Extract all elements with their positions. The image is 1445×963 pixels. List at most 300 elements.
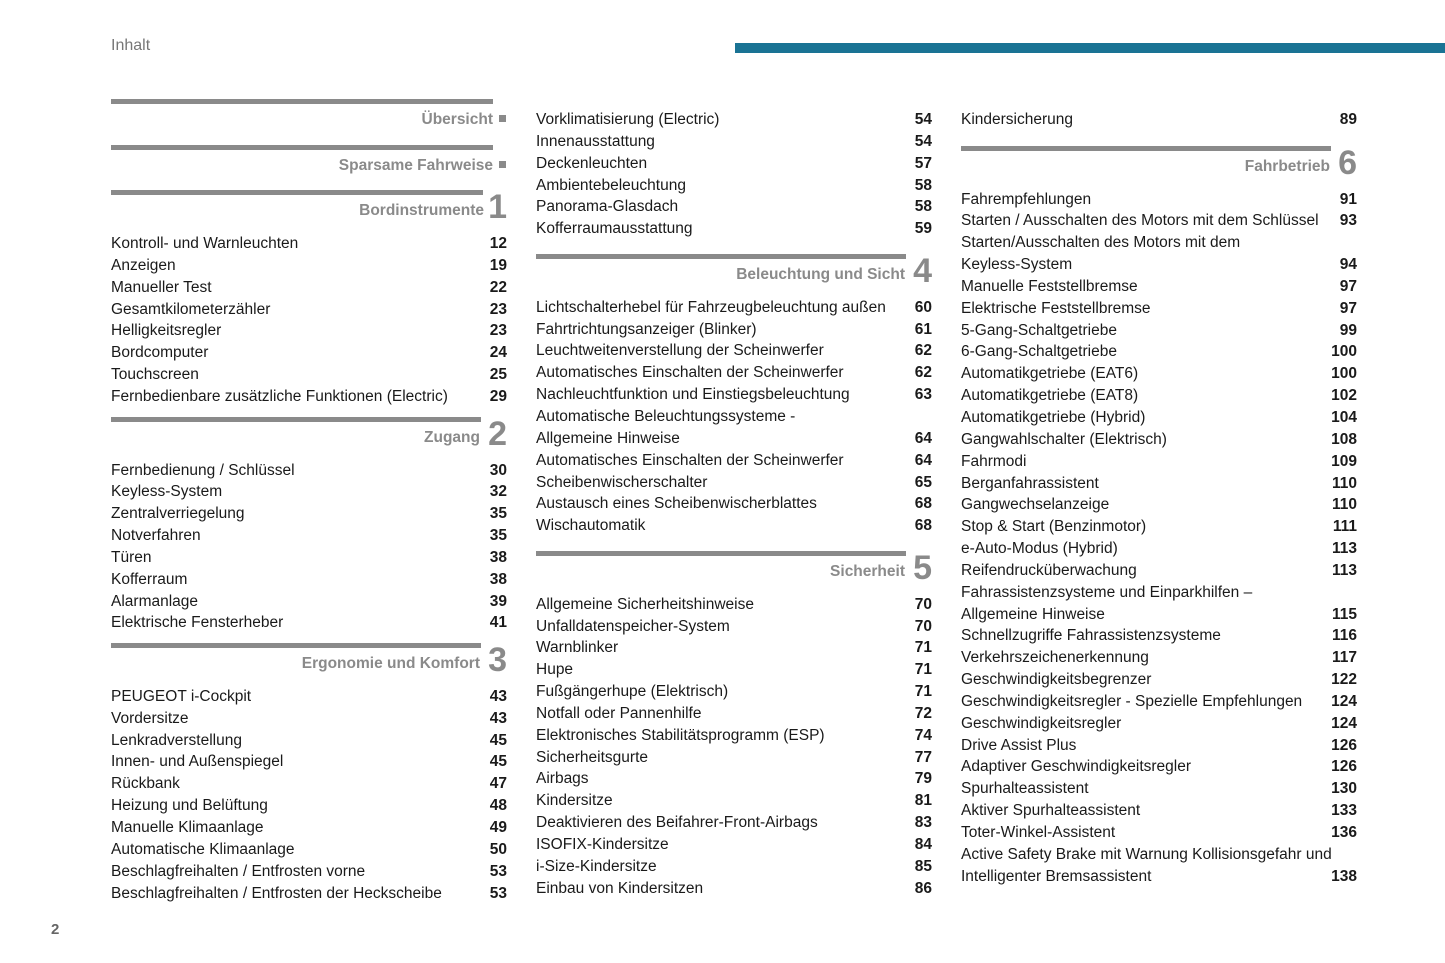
toc-entry[interactable]	[536, 218, 932, 240]
toc-entry[interactable]	[961, 538, 1357, 560]
toc-entry-page: 38	[489, 570, 507, 588]
section-6-header	[961, 145, 1357, 189]
toc-entry[interactable]	[536, 637, 932, 659]
toc-entry-title: Heizung und Belüftung	[111, 797, 268, 815]
toc-entry[interactable]	[536, 812, 932, 834]
toc-entry-title: Warnblinker	[536, 639, 619, 657]
toc-entry[interactable]	[111, 460, 507, 482]
toc-entry-page: 47	[489, 775, 507, 793]
toc-entry-page: 64	[914, 451, 932, 469]
toc-entry-title: Automatikgetriebe (EAT8)	[961, 387, 1139, 405]
toc-entry[interactable]	[961, 516, 1357, 538]
section-rule	[111, 99, 493, 104]
toc-entry[interactable]	[111, 364, 507, 386]
toc-entry-title: Manuelle Feststellbremse	[961, 277, 1138, 295]
section-rule	[111, 643, 481, 648]
toc-entry-page: 49	[489, 819, 507, 836]
toc-entry[interactable]	[111, 795, 507, 817]
toc-entry[interactable]	[536, 109, 932, 131]
toc-entry[interactable]	[111, 386, 507, 408]
toc-entry-page: 43	[489, 709, 507, 727]
toc-entry-title: Aktiver Spurhalteassistent	[961, 802, 1141, 820]
toc-entry-title: 6-Gang-Schaltgetriebe	[961, 343, 1117, 361]
section-number: 5	[913, 549, 932, 588]
toc-entry-page: 108	[1331, 430, 1357, 448]
toc-entry-page: 86	[914, 879, 932, 897]
toc-entry-page: 23	[489, 300, 507, 318]
toc-entry-page: 62	[914, 342, 932, 360]
toc-entry-title: Elektrische Fensterheber	[111, 614, 284, 632]
toc-entry-title: Türen	[111, 548, 152, 566]
toc-entry-title: Vordersitze	[111, 709, 189, 727]
toc-entry-page: 113	[1331, 561, 1357, 579]
toc-entry[interactable]	[536, 681, 932, 703]
toc-entry-title: Gangwahlschalter (Elektrisch)	[961, 430, 1167, 448]
toc-entry[interactable]	[111, 233, 507, 255]
toc-entry-page: 70	[914, 595, 932, 613]
toc-entry[interactable]	[536, 384, 932, 406]
toc-entry-title: Starten / Ausschalten des Motors mit dem Schlüssel	[961, 212, 1319, 230]
toc-entry-title: Einbau von Kindersitzen	[536, 879, 704, 897]
toc-entry[interactable]	[111, 591, 507, 613]
section-title: Bordinstrumente	[359, 202, 484, 220]
toc-entry-page: 84	[914, 836, 932, 853]
toc-entry-page: 35	[489, 505, 507, 523]
toc-entry[interactable]	[111, 817, 507, 839]
toc-entry[interactable]	[961, 560, 1357, 582]
section-3-list	[111, 686, 507, 904]
toc-entry[interactable]	[111, 751, 507, 773]
square-marker-icon	[499, 161, 506, 168]
toc-entry[interactable]	[536, 493, 932, 515]
toc-entry-title: Gangwechselanzeige	[961, 496, 1110, 514]
toc-entry-title: Nachleuchtfunktion und Einstiegsbeleuchtung	[536, 386, 850, 404]
toc-entry[interactable]	[961, 669, 1357, 691]
toc-entry[interactable]	[961, 822, 1357, 844]
section-title: Sicherheit	[830, 563, 905, 581]
toc-entry[interactable]	[961, 647, 1357, 669]
toc-entry-title: Sicherheitsgurte	[536, 748, 649, 766]
toc-entry[interactable]	[111, 481, 507, 503]
toc-entry-page: 58	[914, 176, 932, 194]
toc-entry-page: 53	[489, 884, 507, 902]
toc-entry-title: Automatische Klimaanlage	[111, 840, 295, 858]
toc-entry-title: Kindersitze	[536, 792, 613, 810]
toc-entry[interactable]	[536, 834, 932, 856]
toc-entry[interactable]	[536, 515, 932, 537]
toc-entry-page: 110	[1331, 496, 1357, 514]
section-title: Beleuchtung und Sicht	[736, 266, 905, 284]
section-rule	[111, 190, 483, 195]
toc-entry-page: 24	[489, 344, 507, 362]
toc-entry-page: 54	[914, 111, 932, 128]
toc-entry-page: 19	[489, 256, 507, 274]
toc-entry[interactable]	[961, 691, 1357, 713]
toc-entry[interactable]	[536, 703, 932, 725]
toc-entry-title: Keyless-System	[111, 483, 223, 501]
toc-entry-page: 74	[914, 726, 932, 744]
toc-entry-page: 48	[489, 797, 507, 815]
toc-entry-page: 136	[1331, 824, 1357, 841]
toc-entry-page: 72	[914, 704, 932, 722]
section-6-list	[961, 189, 1357, 888]
toc-entry-title: ISOFIX-Kindersitze	[536, 836, 669, 853]
toc-entry[interactable]	[961, 866, 1357, 888]
toc-entry-title: PEUGEOT i-Cockpit	[111, 687, 252, 705]
toc-entry-page: 102	[1331, 387, 1357, 405]
toc-entry-title: Zentralverriegelung	[111, 505, 245, 523]
toc-entry-title: Bordcomputer	[111, 344, 209, 362]
toc-entry-page: 63	[914, 386, 932, 404]
toc-entry-page: 126	[1331, 736, 1357, 754]
toc-entry-title: Verkehrszeichenerkennung	[961, 649, 1149, 667]
toc-entry[interactable]	[961, 109, 1357, 131]
toc-entry-page: 12	[489, 235, 507, 253]
toc-entry-title: Toter-Winkel-Assistent	[961, 824, 1116, 841]
toc-entry-title: Stop & Start (Benzinmotor)	[961, 518, 1147, 536]
toc-entry[interactable]	[961, 276, 1357, 298]
toc-entry-title: Unfalldatenspeicher-System	[536, 617, 730, 635]
toc-entry[interactable]	[536, 594, 932, 616]
toc-entry[interactable]	[111, 730, 507, 752]
toc-entry-page: 97	[1339, 277, 1357, 295]
toc-entry-title: Deckenleuchten	[536, 154, 648, 172]
section-2-header	[111, 416, 507, 460]
section-number: 4	[913, 252, 932, 291]
toc-entry[interactable]	[961, 298, 1357, 320]
toc-entry-title: Fahrempfehlungen	[961, 190, 1092, 208]
toc-entry[interactable]	[536, 362, 932, 384]
toc-entry-title: Drive Assist Plus	[961, 736, 1077, 754]
toc-entry-title: Kindersicherung	[961, 111, 1074, 128]
toc-entry-page: 60	[914, 298, 932, 316]
toc-entry[interactable]	[111, 708, 507, 730]
section-2-list	[111, 460, 507, 635]
toc-entry-title: 5-Gang-Schaltgetriebe	[961, 321, 1117, 339]
toc-entry-title: Automatikgetriebe (Hybrid)	[961, 408, 1146, 426]
toc-entry-title: Elektronisches Stabilitätsprogramm (ESP)	[536, 726, 825, 744]
section-3b-list	[536, 109, 932, 240]
toc-entry[interactable]	[961, 429, 1357, 451]
toc-entry-title: e-Auto-Modus (Hybrid)	[961, 540, 1118, 558]
toc-entry[interactable]	[536, 472, 932, 494]
toc-entry-title: Fußgängerhupe (Elektrisch)	[536, 683, 729, 701]
toc-entry-title: Fernbedienung / Schlüssel	[111, 461, 295, 479]
toc-entry-title: Innenausstattung	[536, 132, 655, 150]
toc-entry-title: Allgemeine Hinweise	[536, 429, 680, 447]
section-title: Übersicht	[421, 111, 493, 128]
toc-entry[interactable]	[961, 778, 1357, 800]
toc-entry-page: 94	[1339, 256, 1357, 274]
section-1-list	[111, 233, 507, 408]
toc-entry-page: 64	[914, 429, 932, 447]
toc-entry[interactable]	[961, 407, 1357, 429]
section-5-list	[536, 594, 932, 900]
toc-entry-title: Geschwindigkeitsbegrenzer	[961, 671, 1152, 689]
page-number: 2	[51, 921, 60, 938]
toc-entry[interactable]	[961, 604, 1357, 626]
toc-entry-title: Intelligenter Bremsassistent	[961, 867, 1152, 885]
toc-entry-page: 30	[489, 461, 507, 479]
toc-entry-page: 124	[1331, 692, 1357, 710]
toc-entry[interactable]	[536, 175, 932, 197]
toc-entry-title: Airbags	[536, 770, 589, 788]
toc-entry-page: 41	[489, 614, 507, 632]
toc-entry[interactable]	[961, 189, 1357, 211]
toc-entry-page: 138	[1331, 867, 1357, 885]
toc-entry[interactable]	[961, 451, 1357, 473]
toc-entry-page: 110	[1331, 474, 1357, 492]
toc-entry-page: 104	[1331, 408, 1357, 426]
toc-entry-title: Scheibenwischerschalter	[536, 473, 708, 491]
toc-entry-title: Beschlagfreihalten / Entfrosten der Heckscheibe	[111, 884, 442, 902]
toc-entry-title: Wischautomatik	[536, 517, 646, 535]
toc-entry-title: Anzeigen	[111, 256, 176, 274]
toc-entry-page: 39	[489, 592, 507, 610]
toc-entry-title: Automatikgetriebe (EAT6)	[961, 365, 1139, 383]
toc-column-2	[536, 109, 932, 900]
toc-entry-page: 85	[914, 857, 932, 875]
toc-entry-page: 62	[914, 364, 932, 382]
toc-entry[interactable]	[961, 844, 1357, 866]
section-title: Zugang	[424, 428, 480, 446]
toc-entry-title: Adaptiver Geschwindigkeitsregler	[961, 758, 1192, 776]
toc-entry-page: 71	[914, 683, 932, 701]
toc-entry[interactable]	[961, 254, 1357, 276]
toc-entry-title: Reifendrucküberwachung	[961, 561, 1137, 579]
toc-entry-page: 43	[489, 687, 507, 705]
toc-entry-title: Austausch eines Scheibenwischerblattes	[536, 495, 817, 513]
toc-entry-page: 109	[1331, 452, 1357, 470]
toc-entry[interactable]	[111, 612, 507, 634]
toc-entry-title: Allgemeine Hinweise	[961, 605, 1105, 623]
toc-entry[interactable]	[536, 340, 932, 362]
toc-entry-page: 117	[1331, 649, 1357, 667]
section-4-header	[536, 253, 932, 297]
toc-entry-title: Automatische Beleuchtungssysteme -	[536, 407, 796, 425]
accent-bar	[735, 43, 1445, 53]
section-rule	[536, 551, 906, 556]
toc-entry-page: 97	[1339, 299, 1357, 317]
toc-entry[interactable]	[111, 861, 507, 883]
section-number: 1	[488, 188, 507, 227]
section-4-list	[536, 297, 932, 537]
toc-entry-page: 45	[489, 731, 507, 749]
toc-entry[interactable]	[961, 582, 1357, 604]
toc-entry-title: Spurhalteassistent	[961, 780, 1089, 798]
section-5-header	[536, 550, 932, 594]
toc-entry[interactable]	[111, 525, 507, 547]
toc-entry[interactable]	[961, 341, 1357, 363]
toc-entry[interactable]	[536, 450, 932, 472]
toc-entry[interactable]	[536, 616, 932, 638]
toc-entry-page: 59	[914, 220, 932, 238]
toc-entry-title: Manueller Test	[111, 278, 212, 296]
toc-entry[interactable]	[111, 320, 507, 342]
toc-entry[interactable]	[536, 768, 932, 790]
toc-entry-title: Vorklimatisierung (Electric)	[536, 111, 720, 128]
toc-entry[interactable]	[536, 790, 932, 812]
toc-entry[interactable]	[961, 385, 1357, 407]
toc-entry-title: Panorama-Glasdach	[536, 198, 679, 216]
toc-entry[interactable]	[536, 878, 932, 900]
section-sparsam[interactable]	[111, 144, 507, 188]
toc-entry[interactable]	[961, 494, 1357, 516]
toc-entry-title: Kofferraumausstattung	[536, 220, 693, 238]
header-title: Inhalt	[111, 37, 151, 54]
toc-entry[interactable]	[961, 756, 1357, 778]
toc-entry-title: Automatisches Einschalten der Scheinwerfer	[536, 364, 844, 382]
toc-entry-page: 61	[914, 320, 932, 338]
toc-entry[interactable]	[536, 659, 932, 681]
section-rule	[111, 417, 481, 422]
toc-entry-title: Kofferraum	[111, 570, 188, 588]
toc-entry[interactable]	[111, 839, 507, 861]
toc-entry-page: 50	[489, 840, 507, 858]
section-5b-list	[961, 109, 1357, 131]
section-3-header	[111, 642, 507, 686]
toc-entry[interactable]	[536, 406, 932, 428]
toc-entry[interactable]	[961, 735, 1357, 757]
toc-entry-title: Automatisches Einschalten der Scheinwerfer	[536, 451, 844, 469]
section-1-header	[111, 189, 507, 233]
toc-entry-page: 133	[1331, 802, 1357, 820]
toc-entry[interactable]	[536, 428, 932, 450]
toc-column-1	[111, 98, 507, 904]
toc-entry-page: 115	[1331, 605, 1357, 623]
toc-entry[interactable]	[961, 625, 1357, 647]
section-number: 2	[488, 414, 507, 453]
toc-entry-title: Notverfahren	[111, 527, 201, 545]
toc-entry-title: Allgemeine Sicherheitshinweise	[536, 595, 754, 613]
toc-entry-title: Hupe	[536, 661, 574, 679]
toc-entry-title: Keyless-System	[961, 256, 1073, 274]
toc-entry-title: Fahrassistenzsysteme und Einparkhilfen –	[961, 583, 1253, 601]
toc-entry-page: 22	[489, 278, 507, 296]
toc-entry-title: Fernbedienbare zusätzliche Funktionen (Electric)	[111, 387, 448, 405]
toc-entry[interactable]	[111, 299, 507, 321]
toc-entry-title: Alarmanlage	[111, 592, 199, 610]
toc-entry-page: 35	[489, 527, 507, 545]
toc-entry-title: i-Size-Kindersitze	[536, 857, 657, 875]
toc-entry-title: Innen- und Außenspiegel	[111, 753, 284, 771]
section-rule	[961, 146, 1331, 151]
toc-entry-title: Touchscreen	[111, 366, 199, 384]
toc-entry-title: Deaktivieren des Beifahrer-Front-Airbags	[536, 814, 818, 832]
section-title: Sparsame Fahrweise	[338, 156, 493, 174]
toc-entry[interactable]	[111, 255, 507, 277]
toc-entry[interactable]	[111, 773, 507, 795]
toc-entry[interactable]	[536, 319, 932, 341]
toc-entry[interactable]	[536, 196, 932, 218]
toc-entry-title: Geschwindigkeitsregler - Spezielle Empfehlungen	[961, 692, 1303, 710]
toc-entry-page: 83	[914, 814, 932, 832]
toc-entry-page: 77	[914, 748, 932, 766]
toc-entry-page: 122	[1331, 671, 1357, 689]
toc-entry[interactable]	[111, 342, 507, 364]
toc-entry-page: 100	[1331, 365, 1357, 383]
section-title: Ergonomie und Komfort	[301, 655, 480, 673]
toc-entry[interactable]	[536, 725, 932, 747]
section-title: Fahrbetrieb	[1244, 157, 1330, 175]
toc-entry[interactable]	[111, 569, 507, 591]
toc-entry-title: Elektrische Feststellbremse	[961, 299, 1151, 317]
toc-entry-title: Notfall oder Pannenhilfe	[536, 704, 702, 722]
toc-entry-page: 89	[1339, 111, 1357, 128]
toc-entry[interactable]	[111, 277, 507, 299]
section-ubersicht[interactable]	[111, 98, 507, 142]
toc-entry-page: 45	[489, 753, 507, 771]
toc-entry-title: Fahrmodi	[961, 452, 1027, 470]
toc-entry-page: 71	[914, 639, 932, 657]
toc-entry[interactable]	[111, 503, 507, 525]
toc-entry[interactable]	[536, 856, 932, 878]
toc-entry-page: 130	[1331, 780, 1357, 798]
toc-entry[interactable]	[536, 747, 932, 769]
toc-entry-page: 100	[1331, 343, 1357, 361]
toc-entry-title: Ambientebeleuchtung	[536, 176, 686, 194]
toc-entry-title: Fahrtrichtungsanzeiger (Blinker)	[536, 320, 757, 338]
toc-entry-page: 53	[489, 862, 507, 880]
toc-entry[interactable]	[111, 547, 507, 569]
toc-entry-page: 68	[914, 495, 932, 513]
toc-entry-page: 81	[914, 792, 932, 810]
toc-entry-title: Lichtschalterhebel für Fahrzeugbeleuchtung außen	[536, 298, 886, 316]
toc-entry-title: Rückbank	[111, 775, 180, 793]
toc-entry-page: 71	[914, 661, 932, 679]
toc-entry-page: 79	[914, 770, 932, 788]
toc-entry-page: 91	[1339, 190, 1357, 208]
toc-entry-page: 32	[489, 483, 507, 501]
toc-entry-title: Gesamtkilometerzähler	[111, 300, 271, 318]
toc-entry-page: 68	[914, 517, 932, 535]
toc-entry-page: 29	[489, 387, 507, 405]
toc-column-3	[961, 109, 1357, 888]
toc-entry[interactable]	[961, 800, 1357, 822]
toc-entry-page: 57	[914, 154, 932, 172]
toc-entry[interactable]	[961, 232, 1357, 254]
toc-entry-title: Kontroll- und Warnleuchten	[111, 235, 299, 253]
toc-entry[interactable]	[961, 363, 1357, 385]
toc-entry-title: Beschlagfreihalten / Entfrosten vorne	[111, 862, 366, 880]
toc-entry[interactable]	[536, 297, 932, 319]
toc-entry[interactable]	[961, 320, 1357, 342]
toc-entry[interactable]	[111, 883, 507, 905]
toc-entry-page: 124	[1331, 714, 1357, 732]
toc-entry-page: 70	[914, 617, 932, 635]
section-rule	[536, 254, 906, 259]
toc-entry[interactable]	[111, 686, 507, 708]
toc-entry-title: Leuchtweitenverstellung der Scheinwerfer	[536, 342, 824, 360]
toc-entry[interactable]	[961, 713, 1357, 735]
toc-entry[interactable]	[961, 473, 1357, 495]
toc-entry-page: 111	[1332, 518, 1357, 536]
toc-entry-title: Berganfahrassistent	[961, 474, 1099, 492]
toc-entry-page: 58	[914, 198, 932, 216]
toc-entry-page: 23	[489, 322, 507, 340]
toc-entry[interactable]	[536, 131, 932, 153]
toc-entry-title: Geschwindigkeitsregler	[961, 714, 1122, 732]
toc-entry-page: 65	[914, 473, 932, 491]
toc-entry-page: 54	[914, 132, 932, 150]
toc-entry[interactable]	[536, 153, 932, 175]
toc-entry[interactable]	[961, 210, 1357, 232]
toc-entry-page: 113	[1331, 540, 1357, 558]
toc-entry-page: 99	[1339, 321, 1357, 339]
toc-entry-title: Manuelle Klimaanlage	[111, 819, 264, 836]
toc-entry-title: Starten/Ausschalten des Motors mit dem	[961, 234, 1241, 252]
section-number: 6	[1338, 143, 1357, 182]
